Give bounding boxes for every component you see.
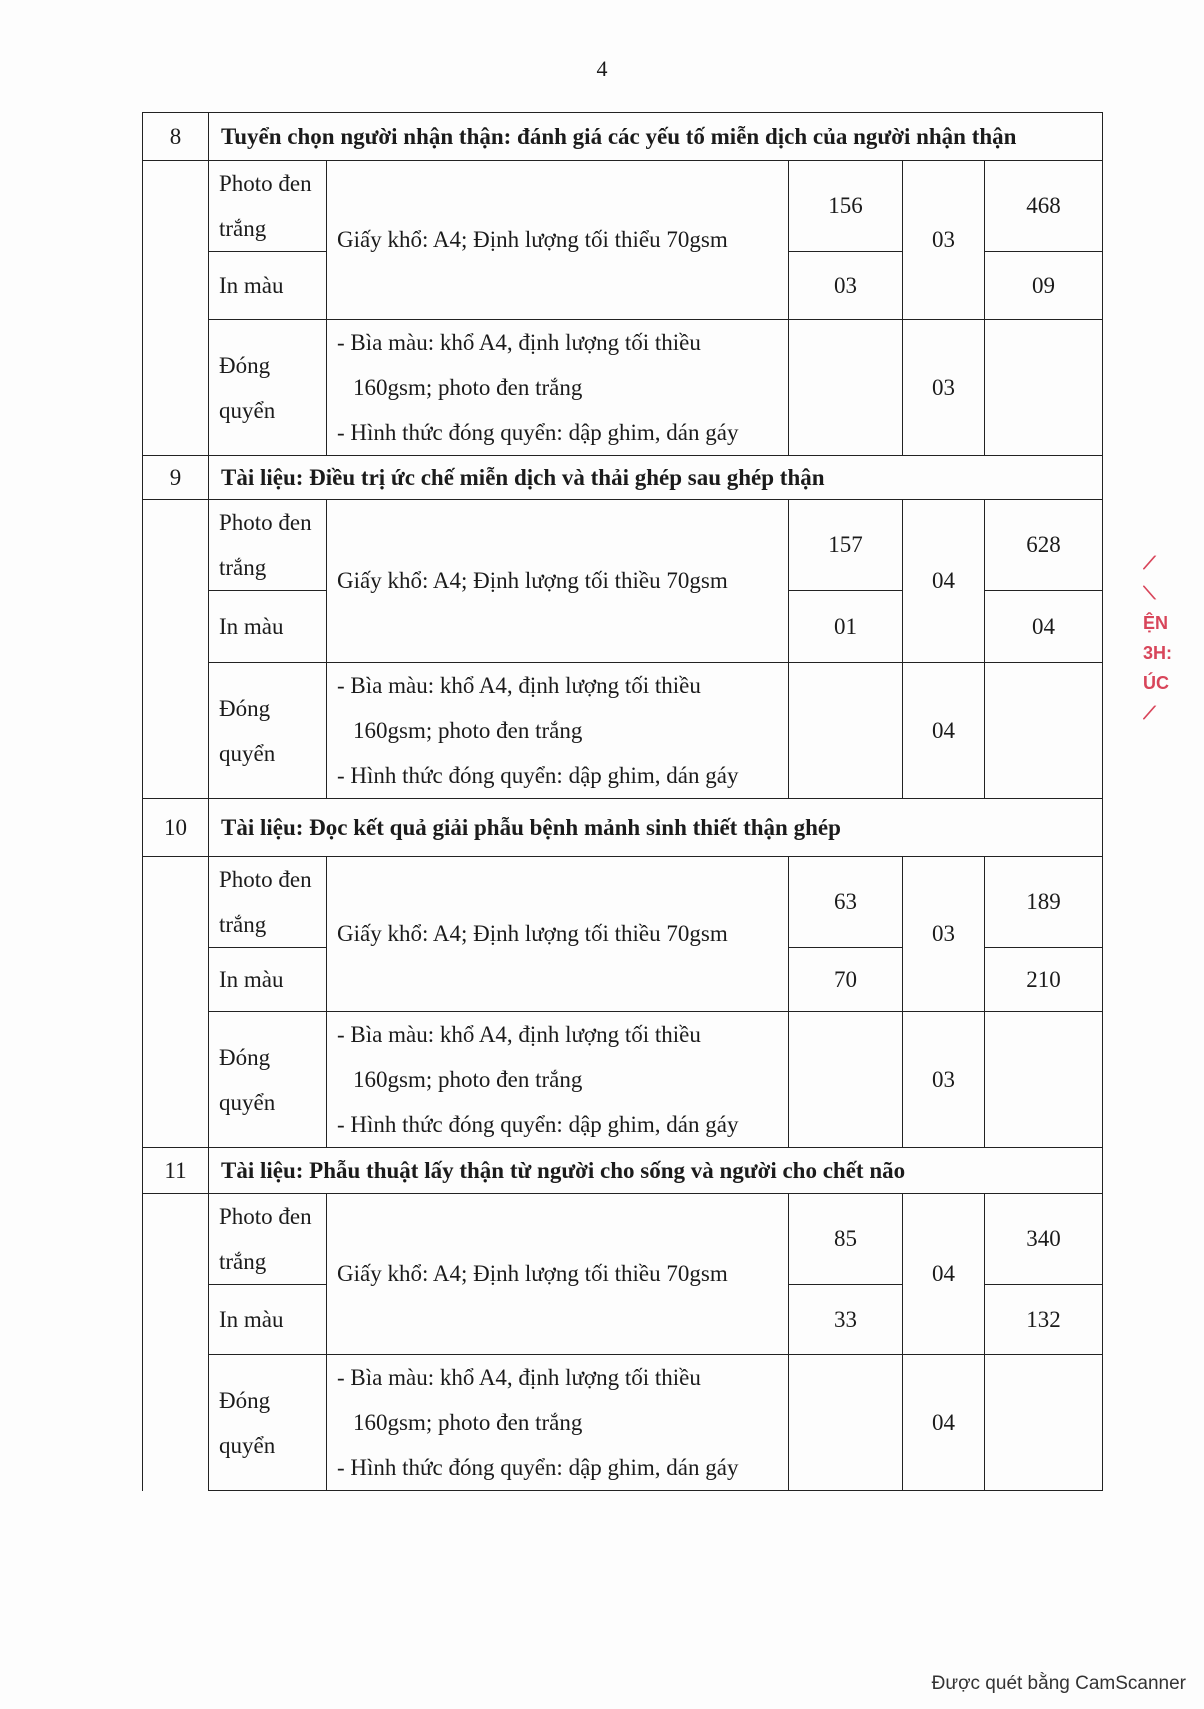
paper-spec: Giấy khổ: A4; Định lượng tối thiểu 70gsm (327, 161, 789, 320)
binding-label: Đóng quyển (209, 663, 327, 799)
binding-page-count (789, 1355, 903, 1491)
color-print-label: In màu (209, 1285, 327, 1355)
stamp-text-1: ỆN (1143, 613, 1169, 633)
section-title-row (143, 113, 1103, 161)
procurement-table (142, 112, 1103, 1491)
paper-spec: Giấy khổ: A4; Định lượng tối thiều 70gsm (327, 857, 789, 1012)
copy-count: 03 (903, 857, 985, 1012)
bw-page-count: 85 (789, 1194, 903, 1285)
binding-label: Đóng quyển (209, 320, 327, 456)
page-number: 4 (596, 56, 608, 81)
binding-spec (327, 320, 789, 456)
binding-label: Đóng quyển (209, 1012, 327, 1148)
binding-page-count (789, 320, 903, 456)
bw-print-label: Photo đen trắng (209, 1194, 327, 1285)
section-number: 11 (143, 1148, 209, 1194)
section-title: Tài liệu: Đọc kết quả giải phẫu bệnh mảnh sinh thiết thận ghép (209, 799, 1103, 857)
camscanner-watermark: Được quét bằng CamScanner (931, 1673, 1186, 1694)
binding-spec-line: - Hình thức đóng quyển: dập ghim, dán gáy (337, 1112, 739, 1137)
color-print-label: In màu (209, 948, 327, 1012)
binding-copy-count: 03 (903, 320, 985, 456)
binding-page-count (789, 1012, 903, 1148)
copy-count: 03 (903, 161, 985, 320)
binding-total (985, 320, 1103, 456)
bw-print-label: Photo đen trắng (209, 500, 327, 591)
binding-spec-line: - Hình thức đóng quyển: dập ghim, dán gáy (337, 420, 739, 445)
binding-total (985, 663, 1103, 799)
color-total: 04 (985, 591, 1103, 663)
bw-print-row (143, 857, 1103, 948)
color-page-count: 01 (789, 591, 903, 663)
binding-row (143, 1355, 1103, 1491)
binding-spec-line: 160gsm; photo đen trắng (353, 375, 583, 400)
color-page-count: 33 (789, 1285, 903, 1355)
color-page-count: 70 (789, 948, 903, 1012)
section-title: Tài liệu: Phẫu thuật lấy thận từ người cho sống và người cho chết não (209, 1148, 1103, 1194)
paper-spec: Giấy khổ: A4; Định lượng tối thiều 70gsm (327, 1194, 789, 1355)
binding-copy-count: 03 (903, 1012, 985, 1148)
binding-spec-line: - Bìa màu: khổ A4, định lượng tối thiều (337, 330, 701, 355)
paper-spec: Giấy khổ: A4; Định lượng tối thiều 70gsm (327, 500, 789, 663)
binding-spec-line: - Bìa màu: khổ A4, định lượng tối thiều (337, 1022, 701, 1047)
bw-total: 189 (985, 857, 1103, 948)
red-stamp-fragment: ⟋ ⟍ ỆN 3H: ÚC ⟋ (1143, 548, 1183, 748)
binding-spec-line: - Bìa màu: khổ A4, định lượng tối thiều (337, 1365, 701, 1390)
color-print-label: In màu (209, 591, 327, 663)
binding-copy-count: 04 (903, 1355, 985, 1491)
bw-page-count: 63 (789, 857, 903, 948)
section-title-row (143, 456, 1103, 500)
bw-page-count: 157 (789, 500, 903, 591)
stamp-text-2: 3H: (1143, 643, 1173, 663)
binding-spec (327, 663, 789, 799)
section-title-row (143, 1148, 1103, 1194)
binding-page-count (789, 663, 903, 799)
bw-print-label: Photo đen trắng (209, 161, 327, 252)
binding-spec-line: 160gsm; photo đen trắng (353, 1067, 583, 1092)
section-title: Tài liệu: Điều trị ức chế miễn dịch và thải ghép sau ghép thận (209, 456, 1103, 500)
section-title-row (143, 799, 1103, 857)
binding-spec-line: - Hình thức đóng quyển: dập ghim, dán gáy (337, 763, 739, 788)
binding-spec (327, 1355, 789, 1491)
section-number: 9 (143, 456, 209, 500)
bw-page-count: 156 (789, 161, 903, 252)
bw-print-label: Photo đen trắng (209, 857, 327, 948)
color-total: 210 (985, 948, 1103, 1012)
binding-label: Đóng quyển (209, 1355, 327, 1491)
binding-row (143, 663, 1103, 799)
binding-total (985, 1012, 1103, 1148)
copy-count: 04 (903, 500, 985, 663)
binding-total (985, 1355, 1103, 1491)
binding-spec-line: - Bìa màu: khổ A4, định lượng tối thiều (337, 673, 701, 698)
binding-spec-line: 160gsm; photo đen trắng (353, 718, 583, 743)
bw-print-row (143, 1194, 1103, 1285)
section-number: 8 (143, 113, 209, 161)
section-title: Tuyển chọn người nhận thận: đánh giá các yếu tố miễn dịch của người nhận thận (209, 113, 1103, 161)
binding-row (143, 1012, 1103, 1148)
color-total: 09 (985, 252, 1103, 320)
binding-row (143, 320, 1103, 456)
binding-spec-line: 160gsm; photo đen trắng (353, 1410, 583, 1435)
binding-copy-count: 04 (903, 663, 985, 799)
color-total: 132 (985, 1285, 1103, 1355)
stamp-text-3: ÚC (1143, 673, 1169, 693)
copy-count: 04 (903, 1194, 985, 1355)
bw-print-row (143, 500, 1103, 591)
bw-total: 468 (985, 161, 1103, 252)
color-print-label: In màu (209, 252, 327, 320)
binding-spec (327, 1012, 789, 1148)
binding-spec-line: - Hình thức đóng quyển: dập ghim, dán gáy (337, 1455, 739, 1480)
color-page-count: 03 (789, 252, 903, 320)
bw-total: 340 (985, 1194, 1103, 1285)
section-number: 10 (143, 799, 209, 857)
bw-total: 628 (985, 500, 1103, 591)
bw-print-row (143, 161, 1103, 252)
